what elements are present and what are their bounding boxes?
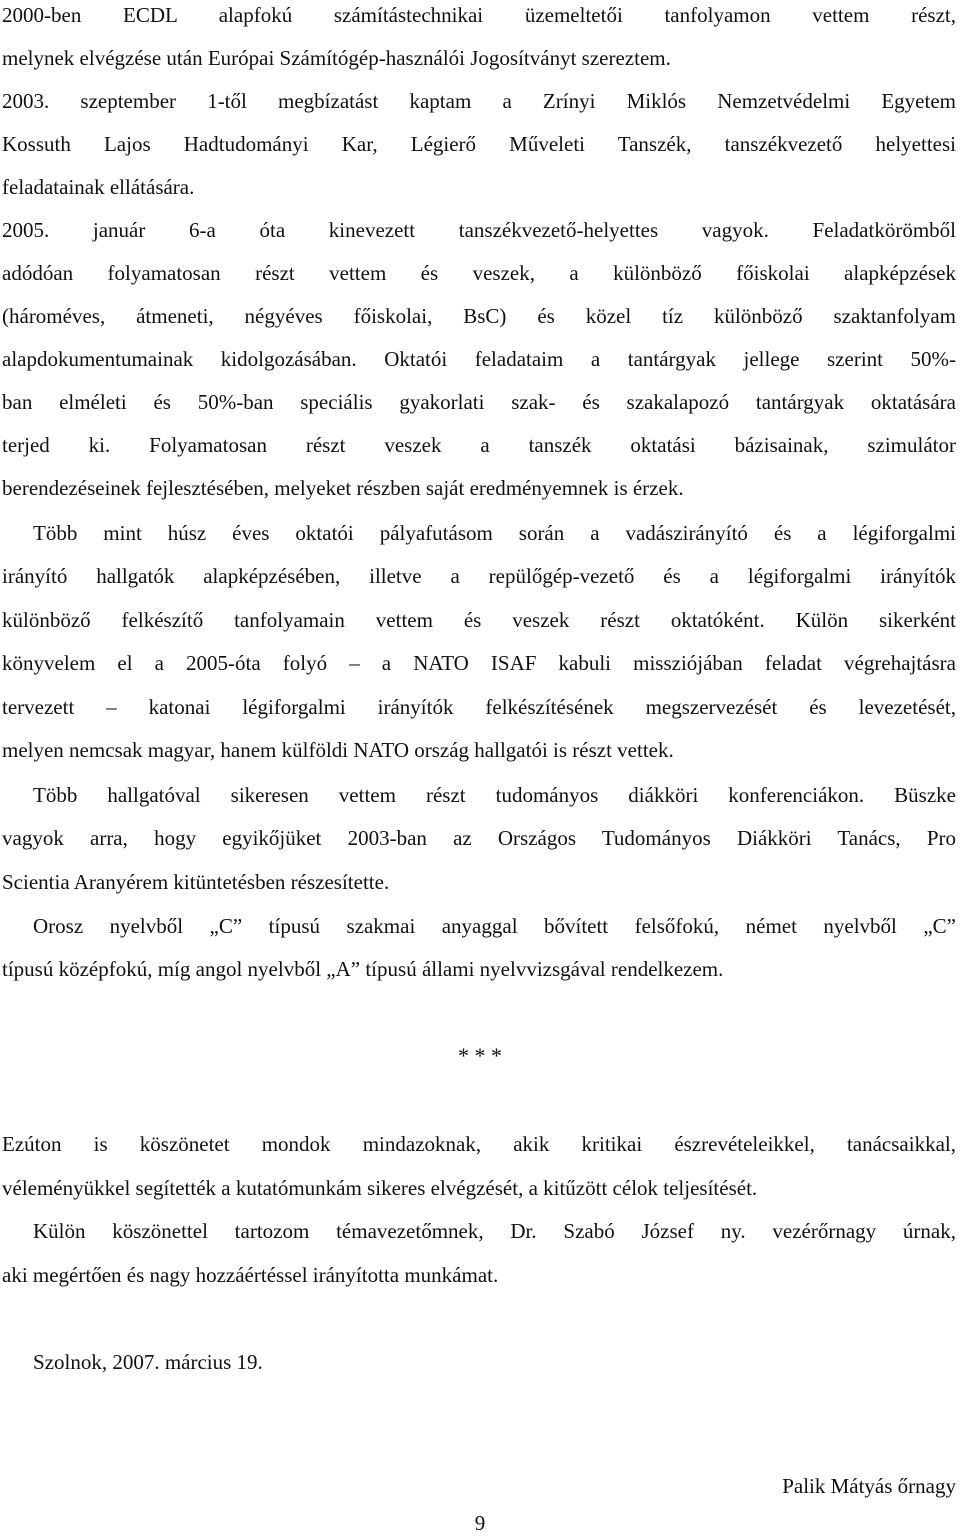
- text-line: melynek elvégzése után Európai Számítógép-használói Jogosítványt szereztem.: [2, 46, 671, 70]
- text-line: véleményükkel segítették a kutatómunkám sikeres elvégzését, a kitűzött célok teljesítését.: [2, 1176, 758, 1200]
- text-line: különböző felkészítő tanfolyamain vettem és veszek részt oktatóként. Külön sikerként: [2, 608, 956, 632]
- text-line: melyen nemcsak magyar, hanem külföldi NATO ország hallgatói is részt vettek.: [2, 738, 674, 762]
- text-line: vagyok arra, hogy egyikőjüket 2003-ban az Országos Tudományos Diákköri Tanács, Pro: [2, 826, 956, 850]
- text-line: Külön köszönettel tartozom témavezetőmnek, Dr. Szabó József ny. vezérőrnagy úrnak,: [33, 1219, 956, 1243]
- text-line: irányító hallgatók alapképzésében, illetve a repülőgép-vezető és a légiforgalmi irányítók: [2, 564, 956, 588]
- text-line: terjed ki. Folyamatosan részt veszek a tanszék oktatási bázisainak, szimulátor: [2, 433, 956, 457]
- text-line: ban elméleti és 50%-ban speciális gyakorlati szak- és szakalapozó tantárgyak oktatására: [2, 390, 956, 414]
- text-line: Scientia Aranyérem kitüntetésben részesítette.: [2, 870, 390, 894]
- text-line: típusú középfokú, míg angol nyelvből „A” típusú állami nyelvvizsgával rendelkezem.: [2, 957, 724, 981]
- place-date: Szolnok, 2007. március 19.: [33, 1350, 263, 1374]
- text-line: berendezéseinek fejlesztésében, melyeket részben saját eredményemnek is érzek.: [2, 476, 684, 500]
- text-line: Orosz nyelvből „C” típusú szakmai anyaggal bővített felsőfokú, német nyelvből „C”: [33, 914, 956, 938]
- signature: Palik Mátyás őrnagy: [782, 1474, 956, 1498]
- text-line: könyvelem el a 2005-óta folyó – a NATO ISAF kabuli missziójában feladat végrehajtásra: [2, 651, 956, 675]
- section-separator: * * *: [458, 1043, 502, 1068]
- page-number: 9: [474, 1511, 486, 1535]
- text-line: (hároméves, átmeneti, négyéves főiskolai, BsC) és közel tíz különböző szaktanfolyam: [2, 304, 956, 328]
- text-line: Kossuth Lajos Hadtudományi Kar, Légierő Műveleti Tanszék, tanszékvezető helyettesi: [2, 132, 956, 156]
- text-line: 2000-ben ECDL alapfokú számítástechnikai üzemeltetői tanfolyamon vettem részt,: [2, 3, 956, 27]
- text-line: adódóan folyamatosan részt vettem és veszek, a különböző főiskolai alapképzések: [2, 261, 956, 285]
- text-line: tervezett – katonai légiforgalmi irányítók felkészítésének megszervezését és levezetését,: [2, 695, 956, 719]
- text-line: 2003. szeptember 1-től megbízatást kaptam a Zrínyi Miklós Nemzetvédelmi Egyetem: [2, 89, 956, 113]
- text-line: 2005. január 6-a óta kinevezett tanszékvezető-helyettes vagyok. Feladatkörömből: [2, 218, 956, 242]
- text-line: Ezúton is köszönetet mondok mindazoknak, akik kritikai észrevételeikkel, tanácsaikkal,: [2, 1132, 956, 1156]
- text-line: alapdokumentumainak kidolgozásában. Oktatói feladataim a tantárgyak jellege szerint 50%-: [2, 347, 956, 371]
- text-line: Több mint húsz éves oktatói pályafutásom során a vadászirányító és a légiforgalmi: [33, 521, 956, 545]
- text-line: feladatainak ellátására.: [2, 175, 195, 199]
- text-line: Több hallgatóval sikeresen vettem részt tudományos diákköri konferenciákon. Büszke: [33, 783, 956, 807]
- text-line: aki megértően és nagy hozzáértéssel irányította munkámat.: [2, 1263, 499, 1287]
